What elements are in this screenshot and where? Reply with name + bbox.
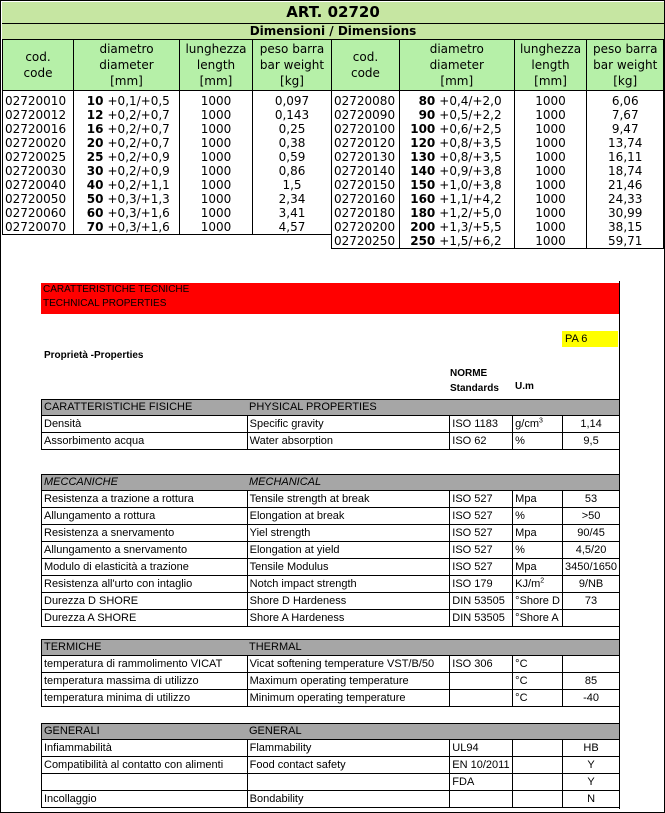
property-unit: Mpa xyxy=(512,491,562,507)
table-row xyxy=(332,122,664,136)
property-row xyxy=(41,757,619,774)
property-standard: UL94 xyxy=(449,740,512,756)
section-title-en: PHYSICAL PROPERTIES xyxy=(249,401,377,413)
length-cell: 1000 xyxy=(180,108,253,122)
weight-cell: 0,86 xyxy=(253,164,332,178)
length-cell: 1000 xyxy=(514,150,587,164)
weight-cell: 6,06 xyxy=(587,91,664,109)
diameter-cell: 20 xyxy=(74,136,108,150)
tolerance-cell: +1,3/+5,5 xyxy=(439,220,514,234)
tolerance-cell: +0,2/+0,9 xyxy=(108,164,180,178)
property-unit xyxy=(512,791,562,807)
tolerance-cell: +0,2/+1,1 xyxy=(108,178,180,192)
property-standard: DIN 53505 xyxy=(449,610,512,626)
property-value: HB xyxy=(562,740,619,756)
table-row xyxy=(3,178,332,192)
property-row xyxy=(41,774,619,791)
length-cell: 1000 xyxy=(514,108,587,122)
properties-section xyxy=(41,639,619,707)
length-cell: 1000 xyxy=(180,150,253,164)
property-name-en: Shore A Hardeness xyxy=(247,610,450,626)
property-unit: °C xyxy=(512,690,562,706)
code-cell: 02720090 xyxy=(332,108,400,122)
weight-cell: 18,74 xyxy=(587,164,664,178)
length-cell: 1000 xyxy=(180,178,253,192)
tolerance-cell: +1,2/+5,0 xyxy=(439,206,514,220)
property-standard: ISO 306 xyxy=(449,656,512,672)
length-cell: 1000 xyxy=(514,91,587,109)
section-title-it: CARATTERISTICHE FISICHE xyxy=(41,400,247,415)
property-name-en: Specific gravity xyxy=(247,416,450,432)
property-name-en: Food contact safety xyxy=(247,757,450,773)
property-standard: DIN 53505 xyxy=(449,593,512,609)
property-value: N xyxy=(562,791,619,807)
technical-properties xyxy=(39,281,620,809)
table-row xyxy=(3,136,332,150)
diameter-cell: 200 xyxy=(399,220,439,234)
header-weight: peso barra bar weight [kg] xyxy=(587,40,664,91)
header-diameter: diametro diameter [mm] xyxy=(399,40,514,91)
code-cell: 02720060 xyxy=(3,206,74,220)
property-name-en: Vicat softening temperature VST/B/50 xyxy=(247,656,450,672)
property-value: >50 xyxy=(562,508,619,524)
table-row xyxy=(3,164,332,178)
property-standard: ISO 527 xyxy=(449,542,512,558)
property-value: Y xyxy=(562,757,619,773)
property-value: 90/45 xyxy=(562,525,619,541)
property-standard: ISO 527 xyxy=(449,491,512,507)
diameter-cell: 180 xyxy=(399,206,439,220)
property-name-it: Allungamento a rottura xyxy=(41,508,247,524)
property-name-it: Incollaggio xyxy=(41,791,247,807)
table-row xyxy=(332,234,664,249)
tolerance-cell: +0,3/+1,6 xyxy=(108,220,180,235)
code-cell: 02720200 xyxy=(332,220,400,234)
length-cell: 1000 xyxy=(514,206,587,220)
length-cell: 1000 xyxy=(180,164,253,178)
tolerance-cell: +1,1/+4,2 xyxy=(439,192,514,206)
property-name-it: Durezza A SHORE xyxy=(41,610,247,626)
property-name-it: temperatura massima di utilizzo xyxy=(41,673,247,689)
diameter-cell: 25 xyxy=(74,150,108,164)
code-cell: 02720250 xyxy=(332,234,400,249)
code-cell: 02720180 xyxy=(332,206,400,220)
code-cell: 02720100 xyxy=(332,122,400,136)
tolerance-cell: +0,3/+1,3 xyxy=(108,192,180,206)
property-unit: $g/cm^3$ xyxy=(512,416,562,432)
page-subtitle: Dimensioni / Dimensions xyxy=(2,24,664,40)
property-unit: % xyxy=(512,508,562,524)
diameter-cell: 80 xyxy=(399,91,439,109)
diameter-cell: 120 xyxy=(399,136,439,150)
property-name-it: Resistenza a snervamento xyxy=(41,525,247,541)
tolerance-cell: +0,2/+0,7 xyxy=(108,122,180,136)
property-value: 9/NB xyxy=(562,576,619,592)
table-row xyxy=(332,108,664,122)
header-diameter: diametro diameter [mm] xyxy=(74,40,180,91)
tolerance-cell: +0,5/+2,2 xyxy=(439,108,514,122)
property-row xyxy=(41,416,619,433)
code-cell: 02720150 xyxy=(332,178,400,192)
section-title-en: THERMAL xyxy=(249,641,302,653)
property-name-it: Resistenza all'urto con intaglio xyxy=(41,576,247,592)
property-name-it: temperatura di rammolimento VICAT xyxy=(41,656,247,672)
property-row xyxy=(41,491,619,508)
code-cell: 02720030 xyxy=(3,164,74,178)
property-name-en: Tensile strength at break xyxy=(247,491,450,507)
diameter-cell: 150 xyxy=(399,178,439,192)
property-standard: ISO 527 xyxy=(449,508,512,524)
property-row xyxy=(41,559,619,576)
property-name-it: Durezza D SHORE xyxy=(41,593,247,609)
property-row xyxy=(41,593,619,610)
property-row xyxy=(41,433,619,450)
length-cell: 1000 xyxy=(514,164,587,178)
table-row xyxy=(332,178,664,192)
length-cell: 1000 xyxy=(514,178,587,192)
property-name-en: Flammability xyxy=(247,740,450,756)
property-unit: °Shore A xyxy=(512,610,562,626)
property-standard: ISO 527 xyxy=(449,559,512,575)
code-cell: 02720050 xyxy=(3,192,74,206)
section-header xyxy=(41,399,619,416)
weight-cell: 3,41 xyxy=(253,206,332,220)
code-cell: 02720012 xyxy=(3,108,74,122)
section-title-it: GENERALI xyxy=(41,724,247,739)
diameter-cell: 90 xyxy=(399,108,439,122)
section-header xyxy=(41,474,619,491)
property-row xyxy=(41,542,619,559)
property-standard xyxy=(449,673,512,689)
property-name-it: Infiammabilità xyxy=(41,740,247,756)
length-cell: 1000 xyxy=(514,136,587,150)
property-name-en: Elongation at break xyxy=(247,508,450,524)
diameter-cell: 50 xyxy=(74,192,108,206)
property-value: 53 xyxy=(562,491,619,507)
table-row xyxy=(332,206,664,220)
header-weight: peso barra bar weight [kg] xyxy=(253,40,332,91)
length-cell: 1000 xyxy=(180,206,253,220)
technical-properties-banner xyxy=(41,283,619,314)
tolerance-cell: +0,4/+2,0 xyxy=(439,91,514,109)
weight-cell: 1,5 xyxy=(253,178,332,192)
property-name-en: Shore D Hardeness xyxy=(247,593,450,609)
property-unit xyxy=(512,740,562,756)
property-standard: ISO 527 xyxy=(449,525,512,541)
property-row xyxy=(41,740,619,757)
dimensions-table-left xyxy=(2,39,332,235)
diameter-cell: 60 xyxy=(74,206,108,220)
property-value: 3450/1650 xyxy=(562,559,619,575)
weight-cell: 30,99 xyxy=(587,206,664,220)
code-cell: 02720160 xyxy=(332,192,400,206)
property-value: -40 xyxy=(562,690,619,706)
length-cell: 1000 xyxy=(514,192,587,206)
weight-cell: 0,097 xyxy=(253,91,332,109)
property-name-it: Assorbimento acqua xyxy=(41,433,247,449)
property-unit: °C xyxy=(512,656,562,672)
tolerance-cell: +0,1/+0,5 xyxy=(108,91,180,109)
property-row xyxy=(41,508,619,525)
property-standard: ISO 1183 xyxy=(449,416,512,432)
diameter-cell: 10 xyxy=(74,91,108,109)
table-row xyxy=(3,108,332,122)
section-title-it: MECCANICHE xyxy=(41,475,247,490)
tolerance-cell: +0,2/+0,7 xyxy=(108,136,180,150)
property-name-en xyxy=(247,774,450,790)
property-standard: EN 10/2011 xyxy=(449,757,512,773)
length-cell: 1000 xyxy=(180,122,253,136)
tolerance-cell: +0,8/+3,5 xyxy=(439,136,514,150)
unit-header: U.m xyxy=(515,381,534,392)
weight-cell: 59,71 xyxy=(587,234,664,249)
property-name-en: Tensile Modulus xyxy=(247,559,450,575)
property-name-en: Bondability xyxy=(247,791,450,807)
diameter-cell: 70 xyxy=(74,220,108,235)
table-row xyxy=(332,220,664,234)
property-row xyxy=(41,673,619,690)
property-name-it: Allungamento a snervamento xyxy=(41,542,247,558)
header-length: lunghezza length [mm] xyxy=(514,40,587,91)
property-unit: Mpa xyxy=(512,559,562,575)
property-value: 9,5 xyxy=(562,433,619,449)
banner-line-it: CARATTERISTICHE TECNICHE xyxy=(43,284,190,295)
table-row xyxy=(3,91,332,109)
dimensions-table-right xyxy=(331,39,664,249)
diameter-cell: 16 xyxy=(74,122,108,136)
table-row xyxy=(332,192,664,206)
tolerance-cell: +0,2/+0,7 xyxy=(108,108,180,122)
tolerance-cell: +0,2/+0,9 xyxy=(108,150,180,164)
properties-section xyxy=(41,474,619,627)
property-unit xyxy=(512,774,562,790)
length-cell: 1000 xyxy=(514,122,587,136)
tolerance-cell: +0,8/+3,5 xyxy=(439,150,514,164)
property-name-it xyxy=(41,774,247,790)
property-name-en: Water absorption xyxy=(247,433,450,449)
tolerance-cell: +1,5/+6,2 xyxy=(439,234,514,249)
property-name-en: Elongation at yield xyxy=(247,542,450,558)
property-value xyxy=(562,656,619,672)
property-value: 1,14 xyxy=(562,416,619,432)
code-cell: 02720070 xyxy=(3,220,74,235)
section-title-it: TERMICHE xyxy=(41,640,247,655)
section-title-en: MECHANICAL xyxy=(249,476,322,488)
weight-cell: 21,46 xyxy=(587,178,664,192)
diameter-cell: 12 xyxy=(74,108,108,122)
code-cell: 02720140 xyxy=(332,164,400,178)
table-row xyxy=(3,122,332,136)
table-row xyxy=(332,164,664,178)
property-standard: ISO 179 xyxy=(449,576,512,592)
property-standard: ISO 62 xyxy=(449,433,512,449)
property-value: Y xyxy=(562,774,619,790)
section-header xyxy=(41,723,619,740)
property-row xyxy=(41,656,619,673)
property-row xyxy=(41,576,619,593)
table-row xyxy=(332,136,664,150)
tolerance-cell: +1,0/+3,8 xyxy=(439,178,514,192)
property-unit: $KJ/m^2$ xyxy=(512,576,562,592)
weight-cell: 0,38 xyxy=(253,136,332,150)
weight-cell: 13,74 xyxy=(587,136,664,150)
properties-section xyxy=(41,723,619,808)
diameter-cell: 100 xyxy=(399,122,439,136)
length-cell: 1000 xyxy=(514,234,587,249)
diameter-cell: 250 xyxy=(399,234,439,249)
header-code: cod. code xyxy=(3,40,74,91)
table-row xyxy=(332,150,664,164)
property-value xyxy=(562,610,619,626)
weight-cell: 0,59 xyxy=(253,150,332,164)
page-title: ART. 02720 xyxy=(2,2,664,24)
property-name-en: Maximum operating temperature xyxy=(247,673,450,689)
code-cell: 02720020 xyxy=(3,136,74,150)
weight-cell: 38,15 xyxy=(587,220,664,234)
length-cell: 1000 xyxy=(180,220,253,235)
length-cell: 1000 xyxy=(180,192,253,206)
property-row xyxy=(41,791,619,808)
banner-line-en: TECHNICAL PROPERTIES xyxy=(43,298,167,309)
weight-cell: 4,57 xyxy=(253,220,332,235)
property-unit: °Shore D xyxy=(512,593,562,609)
length-cell: 1000 xyxy=(514,220,587,234)
norme-header: NORME Standards xyxy=(450,368,499,394)
diameter-cell: 160 xyxy=(399,192,439,206)
section-header xyxy=(41,639,619,656)
property-row xyxy=(41,690,619,707)
property-name-en: Notch impact strength xyxy=(247,576,450,592)
code-cell: 02720016 xyxy=(3,122,74,136)
property-name-it: Resistenza a trazione a rottura xyxy=(41,491,247,507)
property-value: 4,5/20 xyxy=(562,542,619,558)
property-unit: °C xyxy=(512,673,562,689)
property-value: 85 xyxy=(562,673,619,689)
property-name-en: Minimum operating temperature xyxy=(247,690,450,706)
tolerance-cell: +0,6/+2,5 xyxy=(439,122,514,136)
diameter-cell: 130 xyxy=(399,150,439,164)
property-row xyxy=(41,610,619,627)
weight-cell: 24,33 xyxy=(587,192,664,206)
diameter-cell: 30 xyxy=(74,164,108,178)
length-cell: 1000 xyxy=(180,136,253,150)
properties-section xyxy=(41,399,619,450)
property-standard xyxy=(449,690,512,706)
property-unit: % xyxy=(512,433,562,449)
weight-cell: 16,11 xyxy=(587,150,664,164)
property-name-it: temperatura minima di utilizzo xyxy=(41,690,247,706)
code-cell: 02720025 xyxy=(3,150,74,164)
code-cell: 02720130 xyxy=(332,150,400,164)
header-length: lunghezza length [mm] xyxy=(180,40,253,91)
property-unit: % xyxy=(512,542,562,558)
table-row xyxy=(3,192,332,206)
property-value: 73 xyxy=(562,593,619,609)
tolerance-cell: +0,3/+1,6 xyxy=(108,206,180,220)
code-cell: 02720010 xyxy=(3,91,74,109)
weight-cell: 9,47 xyxy=(587,122,664,136)
header-code: cod. code xyxy=(332,40,400,91)
weight-cell: 0,143 xyxy=(253,108,332,122)
diameter-cell: 140 xyxy=(399,164,439,178)
material-badge: PA 6 xyxy=(562,331,618,347)
table-row xyxy=(3,206,332,220)
property-name-en: Yiel strength xyxy=(247,525,450,541)
code-cell: 02720040 xyxy=(3,178,74,192)
table-row xyxy=(3,150,332,164)
property-name-it: Compatibilità al contatto con alimenti xyxy=(41,757,247,773)
table-row xyxy=(3,220,332,235)
property-name-it: Densità xyxy=(41,416,247,432)
length-cell: 1000 xyxy=(180,91,253,109)
weight-cell: 2,34 xyxy=(253,192,332,206)
property-standard: FDA xyxy=(449,774,512,790)
property-unit xyxy=(512,757,562,773)
table-row xyxy=(332,91,664,109)
diameter-cell: 40 xyxy=(74,178,108,192)
property-name-it: Modulo di elasticità a trazione xyxy=(41,559,247,575)
property-standard xyxy=(449,791,512,807)
property-unit: Mpa xyxy=(512,525,562,541)
weight-cell: 7,67 xyxy=(587,108,664,122)
code-cell: 02720120 xyxy=(332,136,400,150)
section-title-en: GENERAL xyxy=(249,725,302,737)
properties-label: Proprietà -Properties xyxy=(44,350,144,361)
weight-cell: 0,25 xyxy=(253,122,332,136)
tolerance-cell: +0,9/+3,8 xyxy=(439,164,514,178)
code-cell: 02720080 xyxy=(332,91,400,109)
property-row xyxy=(41,525,619,542)
